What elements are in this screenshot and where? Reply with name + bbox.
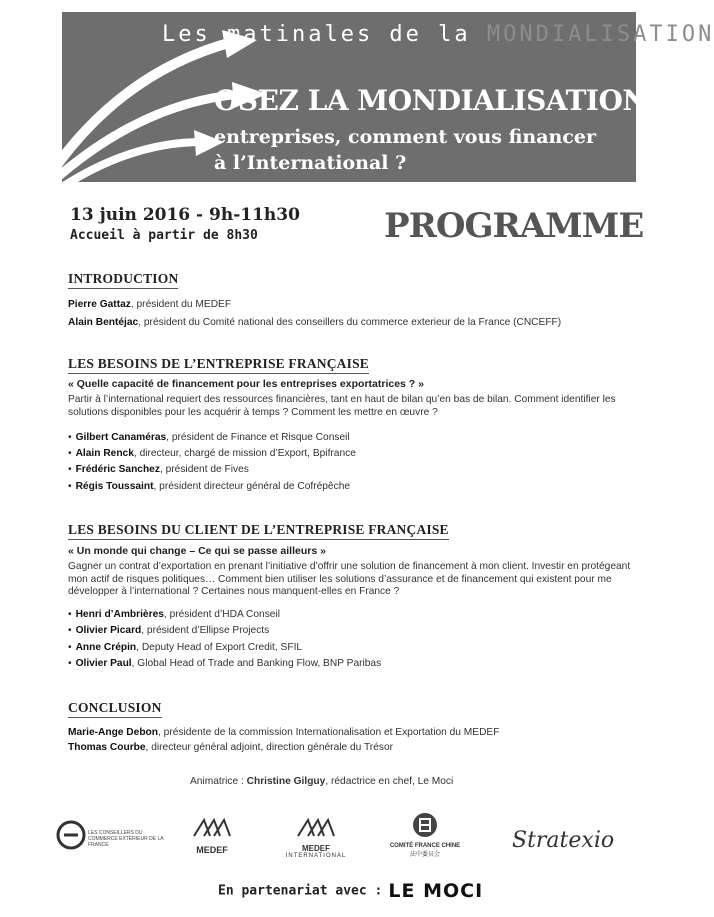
medef-intl-text-2: INTERNATIONAL — [285, 853, 347, 859]
speaker-name: Pierre Gattaz — [68, 299, 131, 310]
speaker-name: Frédéric Sanchez — [75, 464, 160, 475]
event-welcome: Accueil à partir de 8h30 — [70, 228, 258, 243]
programme-title: PROGRAMME — [384, 206, 644, 246]
speaker-name: Olivier Picard — [75, 625, 142, 636]
medef-logo — [182, 816, 242, 855]
partner-line — [218, 880, 483, 902]
speaker-name: Anne Crépin — [75, 642, 137, 653]
stratexio-logo: Stratexio — [512, 828, 615, 853]
comite-text-1: COMITÉ FRANCE CHINE — [389, 843, 461, 849]
intro-speaker — [68, 298, 628, 311]
speaker-name: Régis Toussaint — [75, 481, 154, 492]
speaker-role: , président du Comité national des conseillers du commerce exterieur de la France (CNCEFF) — [138, 317, 562, 328]
banner-headline: OSEZ LA MONDIALISATION : — [214, 84, 667, 117]
intro-title: INTRODUCTION — [68, 271, 178, 289]
section1-speaker: • Gilbert Canaméras, président de Finance et Risque Conseil — [68, 432, 350, 443]
conclusion-speaker — [68, 726, 628, 739]
speaker-role: , président directeur général de Cofrépêche — [153, 481, 351, 492]
partner-label: En partenariat avec : — [218, 883, 383, 899]
banner-series-light: Les matinales de la — [162, 22, 471, 47]
section1-speaker: • Frédéric Sanchez, président de Fives — [68, 464, 249, 475]
comite-text-2: 法中委员会 — [409, 852, 440, 858]
medef-emblem-icon — [190, 816, 234, 840]
medef-intl-text-1: MEDEF — [302, 844, 330, 853]
banner-subheadline — [214, 124, 634, 176]
comite-france-chine-emblem-icon — [412, 812, 438, 838]
section2-speaker: • Olivier Picard, président d’Ellipse Projects — [68, 625, 270, 636]
speaker-name: Alain Renck — [75, 448, 134, 459]
speaker-name: Alain Bentéjac — [68, 317, 139, 328]
banner-series-dim: MONDIALISATION — [486, 22, 714, 47]
section1-speaker: • Alain Renck, directeur, chargé de mission d’Export, Bpifrance — [68, 448, 356, 459]
speaker-role: , président du MEDEF — [130, 299, 232, 310]
moderator-line — [190, 776, 453, 787]
section2-paragraph: Gagner un contrat d’exportation en prenant l’initiative d’offrir une solution de financement à mon client. Investir en protégeant mon actif de risques politiques… Comment bien utiliser les solutions d’assurance et de financement qui existent pour me développer à l’international ? Certaines nous manquent-elles en France ? — [68, 561, 631, 597]
section1-speaker: • Régis Toussaint, président directeur général de Cofrépêche — [68, 481, 351, 492]
speaker-role: , Global Head of Trade and Banking Flow, BNP Paribas — [131, 658, 382, 669]
section2-speaker: • Olivier Paul, Global Head of Trade and Banking Flow, BNP Paribas — [68, 658, 382, 669]
banner-subheadline-line-2: à l’International ? — [214, 152, 407, 174]
speaker-role: , Deputy Head of Export Credit, SFIL — [136, 642, 303, 653]
moderator-name: Christine Gilguy — [246, 776, 326, 787]
speaker-role: , directeur général adjoint, direction générale du Trésor — [145, 742, 394, 753]
speaker-role: , président de Fives — [159, 464, 249, 475]
banner-series-title — [162, 22, 714, 47]
medef-text: MEDEF — [196, 845, 228, 855]
comite-france-chine-logo — [380, 812, 470, 858]
speaker-name: Gilbert Canaméras — [75, 432, 167, 443]
section2-title: LES BESOINS DU CLIENT DE L’ENTREPRISE FRANÇAISE — [68, 522, 449, 540]
medef-international-emblem-icon — [294, 816, 338, 840]
banner-subheadline-line-1: entreprises, comment vous financer — [214, 126, 597, 148]
conclusion-title: CONCLUSION — [68, 700, 162, 718]
le-moci-logo: LE MOCI — [388, 880, 484, 902]
header-banner — [62, 12, 714, 182]
moderator-role: , rédactrice en chef, Le Moci — [325, 776, 454, 787]
medef-international-logo — [276, 816, 356, 859]
event-date: 13 juin 2016 - 9h-11h30 — [70, 205, 300, 225]
speaker-role: , président de Finance et Risque Conseil — [166, 432, 350, 443]
section2-speaker: • Henri d’Ambrières, président d’HDA Conseil — [68, 609, 280, 620]
cce-emblem-icon — [56, 818, 86, 852]
moderator-label: Animatrice : — [190, 776, 247, 787]
intro-speaker — [68, 316, 628, 329]
speaker-role: , président d’Ellipse Projects — [141, 625, 270, 636]
speaker-name: Olivier Paul — [75, 658, 132, 669]
section1-question: « Quelle capacité de financement pour les entreprises exportatrices ? » — [68, 378, 424, 390]
speaker-name: Thomas Courbe — [68, 742, 146, 753]
conclusion-speaker — [68, 741, 628, 754]
cce-text: LES CONSEILLERS DU COMMERCE EXTÉRIEUR DE LA FRANCE — [88, 830, 164, 848]
section2-speaker: • Anne Crépin, Deputy Head of Export Credit, SFIL — [68, 642, 303, 653]
sponsor-logos — [50, 812, 615, 872]
speaker-role: , président d’HDA Conseil — [163, 609, 280, 620]
section1-paragraph: Partir à l’international requiert des ressources financières, tant en haut de bilan qu’en bas de bilan. Comment identifier les solutions disponibles pour les acquérir à temps ? Comment les mettre en œuvre ? — [68, 394, 616, 418]
speaker-role: , présidente de la commission Internationalisation et Exportation du MEDEF — [158, 727, 500, 738]
speaker-role: , directeur, chargé de mission d’Export, Bpifrance — [133, 448, 356, 459]
section1-title: LES BESOINS DE L’ENTREPRISE FRANÇAISE — [68, 356, 369, 374]
speaker-name: Henri d’Ambrières — [75, 609, 164, 620]
section2-question: « Un monde qui change – Ce qui se passe ailleurs » — [68, 545, 326, 557]
speaker-name: Marie-Ange Debon — [68, 727, 158, 738]
